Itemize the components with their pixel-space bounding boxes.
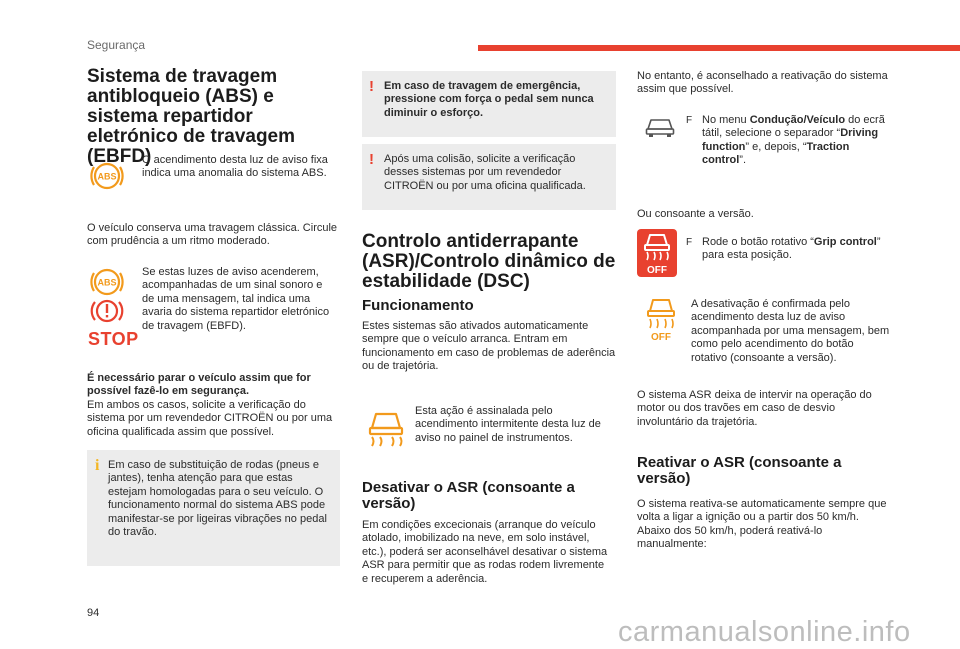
page-number: 94 [87,607,100,619]
abs-paragraph-1: O acendimento desta luz de aviso fixa indica uma anomalia do sistema ABS. [142,154,328,180]
abs-paragraph-4: Em ambos os casos, solicite a verificação do sistema por um revendedor CITROËN ou por uma oficina qualificada assim que possível. [87,399,333,438]
or-version-text: Ou consoante a versão. [637,208,754,220]
asr-title: Controlo antiderrapante (ASR)/Controlo dinâmico de estabilidade (DSC) [362,231,616,292]
svg-text:OFF: OFF [651,332,671,342]
warning-text-2: Após uma colisão, solicite a verificação desses sistemas por um revendedor CITROËN ou por uma oficina qualificada. [384,153,586,192]
exclamation-icon: ! [369,151,374,168]
svg-text:OFF: OFF [647,265,667,276]
warning-box-2 [362,144,616,210]
warning-text-1: Em caso de travagem de emergência, pressione com força o pedal sem nunca diminuir o esforço. [384,80,594,119]
reactivation-advice: No entanto, é aconselhado a reativação do sistema assim que possível. [637,70,888,96]
section-label: Segurança [87,38,146,52]
abs-paragraph-3: Se estas luzes de aviso acenderem, acompanhadas de um sinal sonoro e de uma mensagem, tal indica uma avaria do sistema repartidor eletrónico de travagem (EBFD). [142,266,330,332]
asr-off-warning-icon [644,298,678,342]
grip-control-off-icon [637,229,677,277]
asr-stop-paragraph: O sistema ASR deixa de intervir na operação do motor ou dos travões em caso de desvio involuntário da trajetória. [637,389,872,428]
abs-stop-instruction: É necessário parar o veículo assim que for possível fazê-lo em segurança. [87,372,311,398]
reactivation-paragraph: O sistema reativa-se automaticamente sempre que volta a ligar a ignição ou a partir dos 50 km/h. Abaixo dos 50 km/h, poderá reativá-lo manualmente: [637,498,887,551]
svg-text:ABS: ABS [97,171,117,182]
info-icon: i [95,457,100,474]
bullet-icon: F [686,115,693,126]
abs-paragraph-2: O veículo conserva uma travagem clássica. Circule com prudência a um ritmo moderado. [87,222,338,248]
abs-warning-icon-2 [88,265,126,299]
warning-box-1 [362,71,616,137]
asr-paragraph-2: Esta ação é assinalada pelo acendimento intermitente desta luz de aviso no painel de instrumentos. [415,405,601,444]
info-box [87,450,340,566]
svg-text:ABS: ABS [97,277,117,288]
reativar-heading: Reativar o ASR (consoante a versão) [637,454,842,487]
menu-instruction: F No menu Condução/Veículo do ecrã tátil, selecione o separador “Driving function” e, depois, “Traction control”. [686,114,885,167]
funcionamento-heading: Funcionamento [362,297,474,314]
brake-alert-icon [88,296,126,326]
abs-warning-icon [88,159,126,193]
abs-title: Sistema de travagem antibloqueio (ABS) e sistema repartidor eletrónico de travagem (EBFD) [87,66,296,167]
exclamation-icon: ! [369,78,374,95]
deactivation-confirmation: A desativação é confirmada pelo acendimento desta luz de aviso acompanhada por uma mensagem, bem como pelo acendimento do botão rotativo (consoante a versão). [691,298,890,364]
header-red-bar [478,45,960,51]
watermark: carmanualsonline.info [618,616,911,648]
traction-control-icon [366,408,406,448]
stop-icon: STOP [88,329,139,349]
info-text: Em caso de substituição de rodas (pneus e jantes), tenha atenção para que estas estejam homologadas para o seu veículo. O funcionamento normal do sistema ABS pode manifestar-se por ligeiras vibrações no pedal do travão. [108,459,327,539]
desativar-heading: Desativar o ASR (consoante a versão) [362,479,575,512]
asr-paragraph-3: Em condições excecionais (arranque do veículo atolado, imobilizado na neve, em solo instável, etc.), poderá ser aconselhável desativar o sistema ASR para permitir que as rodas rodem livremente e recuperem a aderência. [362,519,608,585]
rotary-instruction: F Rode o botão rotativo “Grip control” para esta posição. [686,236,881,262]
car-icon [645,117,675,139]
asr-paragraph-1: Estes sistemas são ativados automaticamente sempre que o veículo arranca. Entram em funcionamento em caso de problemas de aderência ou de trajetória. [362,320,616,373]
bullet-icon: F [686,237,693,248]
